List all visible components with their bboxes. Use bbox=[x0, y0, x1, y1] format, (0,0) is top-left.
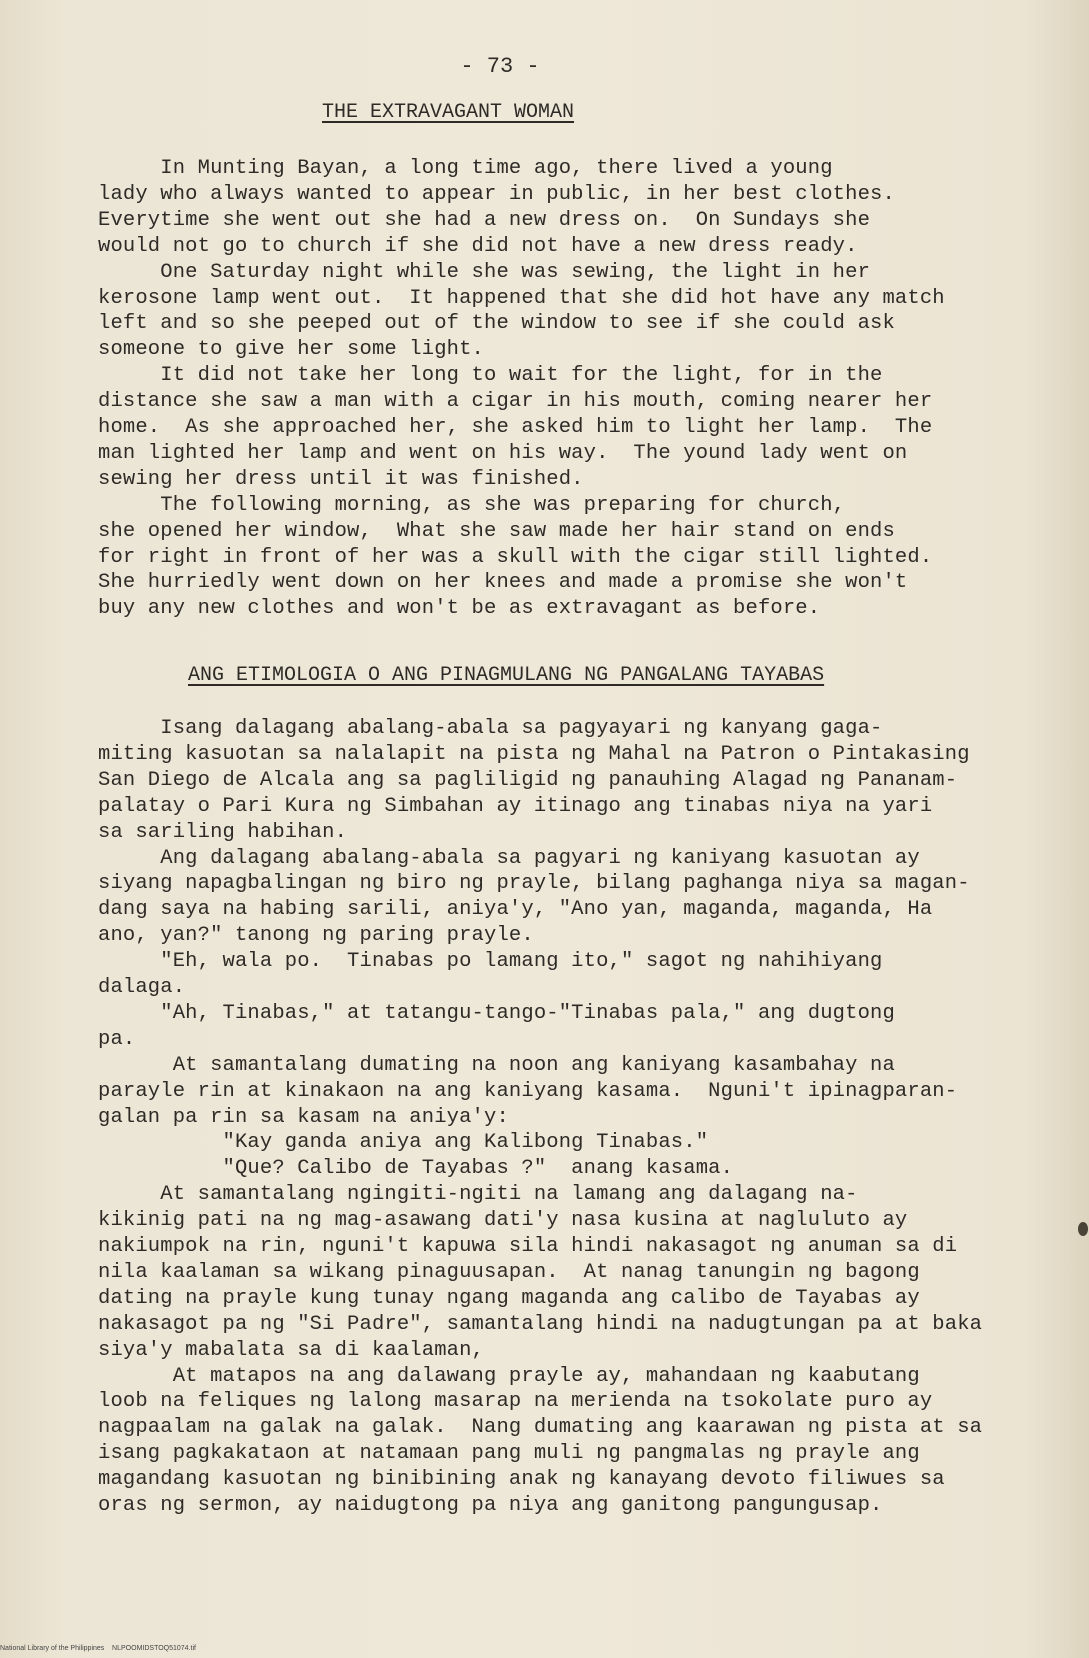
text-line: siya'y mabalata sa di kaalaman, bbox=[98, 1338, 485, 1362]
text-line: Everytime she went out she had a new dress on. On Sundays she bbox=[98, 208, 871, 232]
text-line: The following morning, as she was preparing for church, bbox=[98, 493, 846, 517]
text-line: San Diego de Alcala ang sa pagliligid ng panauhing Alagad ng Pananam- bbox=[98, 768, 958, 792]
text-line: isang pagkakataon at natamaan pang muli ng pangmalas ng prayle ang bbox=[98, 1442, 920, 1466]
text-line: kikinig pati na ng mag-asawang dati'y nasa kusina at nagluluto ay bbox=[98, 1209, 908, 1233]
text-line: sa sariling habihan. bbox=[98, 820, 348, 844]
text-line: loob na feliques ng lalong masarap na merienda na tsokolate puro ay bbox=[98, 1390, 933, 1414]
text-line: lady who always wanted to appear in public, in her best clothes. bbox=[98, 182, 895, 206]
text-line: miting kasuotan sa nalalapit na pista ng Mahal na Patron o Pintakasing bbox=[98, 742, 970, 766]
text-line: At matapos na ang dalawang prayle ay, mahandaan ng kaabutang bbox=[98, 1364, 920, 1388]
text-line: "Ah, Tinabas," at tatangu-tango-"Tinabas pala," ang dugtong bbox=[98, 1001, 895, 1025]
text-line: "Kay ganda aniya ang Kalibong Tinabas." bbox=[98, 1131, 709, 1155]
text-line: magandang kasuotan ng binibining anak ng kanayang devoto filiwues sa bbox=[98, 1468, 945, 1492]
text-line: nagpaalam na galak na galak. Nang dumating ang kaarawan ng pista at sa bbox=[98, 1416, 983, 1440]
text-line: nila kaalaman sa wikang pinaguusapan. At nanag tanungin ng bagong bbox=[98, 1260, 920, 1284]
text-line: "Eh, wala po. Tinabas po lamang ito," sagot ng nahihiyang bbox=[98, 950, 883, 974]
text-line: buy any new clothes and won't be as extravagant as before. bbox=[98, 597, 821, 621]
text-line: dalaga. bbox=[98, 976, 186, 999]
text-line: pa. bbox=[98, 1027, 136, 1051]
text-line: dang saya na habing sarili, aniya'y, "Ano yan, maganda, maganda, Ha bbox=[98, 898, 933, 922]
text-line: home. As she approached her, she asked him to light her lamp. The bbox=[98, 416, 933, 439]
text-line: nakiumpok na rin, nguni't kapuwa sila hindi nakasagot ng anuman sa di bbox=[98, 1235, 958, 1258]
text-line: "Que? Calibo de Tayabas ?" anang kasama. bbox=[98, 1157, 734, 1181]
text-line: It did not take her long to wait for the light, for in the bbox=[98, 364, 883, 388]
text-line: In Munting Bayan, a long time ago, there lived a young bbox=[98, 157, 833, 180]
text-line: man lighted her lamp and went on his way. The yound lady went on bbox=[98, 441, 908, 465]
text-line: kerosone lamp went out. It happened that she did hot have any match bbox=[98, 286, 945, 310]
text-line: palatay o Pari Kura ng Simbahan ay itinago ang tinabas niya na yari bbox=[98, 794, 933, 818]
text-line: galan pa rin sa kasam na aniya'y: bbox=[98, 1105, 509, 1129]
footer-caption: National Library of the Philippines NLPOOMIDSTOQ51074.tif bbox=[0, 1645, 196, 1652]
text-line: would not go to church if she did not have a new dress ready. bbox=[98, 234, 858, 258]
text-line: oras ng sermon, ay naidugtong pa niya ang ganitong pangungusap. bbox=[98, 1494, 883, 1517]
text-line: Ang dalagang abalang-abala sa pagyari ng kaniyang kasuotan ay bbox=[98, 846, 920, 870]
text-line: left and so she peeped out of the window to see if she could ask bbox=[98, 312, 895, 336]
story1-title: THE EXTRAVAGANT WOMAN bbox=[322, 101, 575, 124]
text-line: One Saturday night while she was sewing, the light in her bbox=[98, 260, 871, 284]
page-number: - 73 - bbox=[460, 54, 540, 79]
text-line: distance she saw a man with a cigar in his mouth, coming nearer her bbox=[98, 390, 933, 414]
text-line: ano, yan?" tanong ng paring prayle. bbox=[98, 924, 534, 948]
text-line: At samantalang ngingiti-ngiti na lamang ang dalagang na- bbox=[98, 1183, 858, 1207]
text-line: parayle rin at kinakaon na ang kaniyang kasama. Nguni't ipinagparan- bbox=[98, 1079, 958, 1103]
text-line: she opened her window, What she saw made her hair stand on ends bbox=[98, 519, 895, 543]
text-line: sewing her dress until it was finished. bbox=[98, 467, 584, 491]
text-line: siyang napagbalingan ng biro ng prayle, bilang paghanga niya sa magan- bbox=[98, 872, 970, 896]
text-line: She hurriedly went down on her knees and made a promise she won't bbox=[98, 571, 908, 595]
story2-title: ANG ETIMOLOGIA O ANG PINAGMULANG NG PANGALANG TAYABAS bbox=[188, 664, 825, 687]
text-line: someone to give her some light. bbox=[98, 338, 485, 362]
ink-spot bbox=[1078, 1222, 1088, 1236]
text-line: At samantalang dumating na noon ang kaniyang kasambahay na bbox=[98, 1053, 895, 1077]
text-line: dating na prayle kung tunay ngang maganda ang calibo de Tayabas ay bbox=[98, 1286, 920, 1310]
text-line: Isang dalagang abalang-abala sa pagyayari ng kanyang gaga- bbox=[98, 717, 883, 740]
text-line: nakasagot pa ng "Si Padre", samantalang hindi na nadugtungan pa at baka bbox=[98, 1312, 983, 1336]
text-line: for right in front of her was a skull with the cigar still lighted. bbox=[98, 545, 933, 569]
